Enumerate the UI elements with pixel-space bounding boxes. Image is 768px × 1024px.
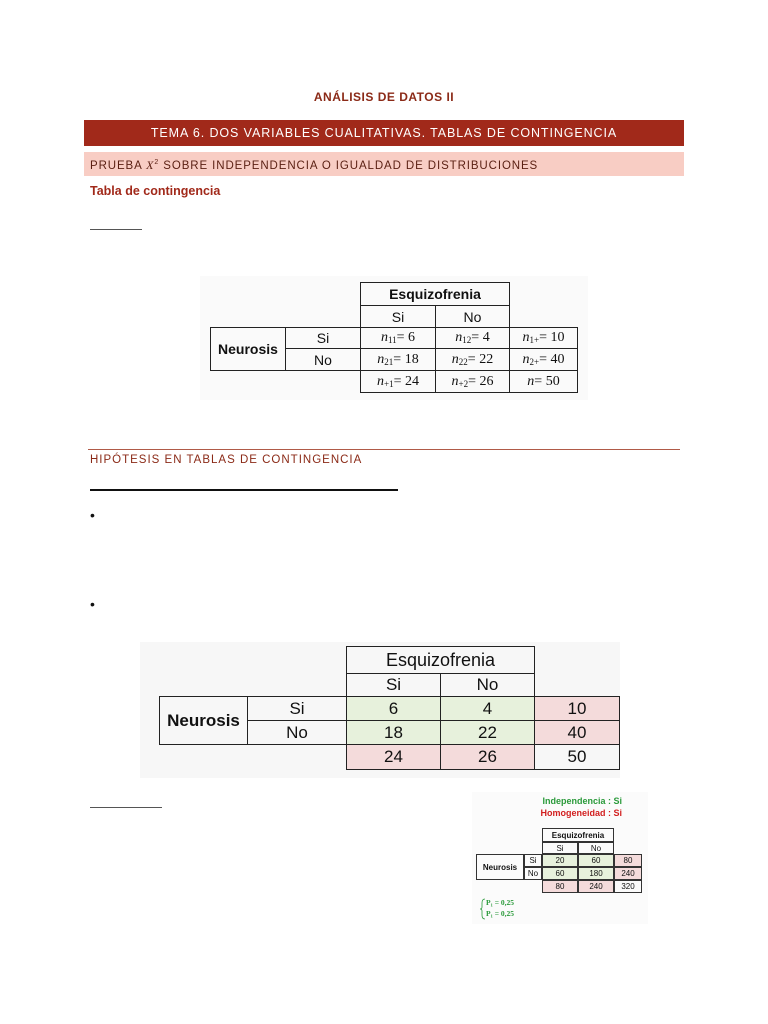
- cell-r2-c1: 18: [346, 720, 441, 745]
- chi-symbol: X: [146, 157, 155, 172]
- col-label-si: Si: [346, 673, 441, 697]
- document-title: ANÁLISIS DE DATOS II: [313, 90, 455, 104]
- example-table-image: [472, 792, 648, 924]
- row-label-no: No: [524, 867, 542, 880]
- cell-r2-c2: 180: [578, 867, 614, 880]
- cell-r2-c1: 60: [542, 867, 578, 880]
- cell-r2-total: 40: [534, 720, 620, 745]
- cell-total-c1: 80: [542, 880, 578, 893]
- formula-p1-a: P₁ = 0,25: [486, 898, 514, 907]
- bullet-2: •: [90, 596, 95, 612]
- col-header-esquizofrenia: Esquizofrenia: [346, 646, 535, 674]
- cell-r2-total: 240: [614, 867, 642, 880]
- section-heading-tabla: Tabla de contingencia: [90, 184, 221, 198]
- section-divider: [88, 449, 680, 450]
- row-label-si: Si: [524, 854, 542, 867]
- row-label-si: Si: [285, 327, 361, 349]
- cell-n2-plus: n $_{2+}$ = 40: [509, 348, 578, 371]
- cell-r1-c2: 60: [578, 854, 614, 867]
- independencia-label: Independencia : Si: [542, 796, 622, 806]
- col-header-esquizofrenia: Esquizofrenia: [360, 282, 510, 306]
- cell-n-plus2: n $_{+2}$ = 26: [435, 370, 510, 393]
- cell-r1-total: 10: [534, 696, 620, 721]
- cell-n11: n $_{11}$ = 6: [360, 327, 436, 349]
- row-label-si: Si: [247, 696, 347, 721]
- cell-n12: n $_{12}$ = 4: [435, 327, 510, 349]
- cell-n21: n $_{21}$ = 18: [360, 348, 436, 371]
- cell-grand-total: 320: [614, 880, 642, 893]
- col-label-si: Si: [542, 842, 578, 854]
- bullet-1: •: [90, 507, 95, 523]
- formula-p1-b: P₁ = 0,25: [486, 909, 514, 918]
- subtopic-banner: [84, 152, 684, 176]
- col-label-no: No: [578, 842, 614, 854]
- chi-exponent: 2: [154, 159, 160, 166]
- cell-n1-plus: n $_{1+}$ = 10: [509, 327, 578, 349]
- heading-underline: [90, 489, 398, 491]
- cell-total-c1: 24: [346, 744, 441, 770]
- cell-r1-c1: 20: [542, 854, 578, 867]
- cell-total-c2: 26: [440, 744, 535, 770]
- contingency-table-notation: [200, 276, 588, 400]
- contingency-table-colored: [140, 642, 620, 778]
- cell-r1-c1: 6: [346, 696, 441, 721]
- col-label-no: No: [440, 673, 535, 697]
- cell-r1-c2: 4: [440, 696, 535, 721]
- short-divider: [90, 807, 162, 808]
- subtopic-suffix: SOBRE INDEPENDENCIA O IGUALDAD DE DISTRIBUCIONES: [159, 159, 539, 172]
- col-label-si: Si: [360, 305, 436, 328]
- col-label-no: No: [435, 305, 510, 328]
- brace-icon: [480, 898, 486, 920]
- row-label-no: No: [247, 720, 347, 745]
- cell-n22: n $_{22}$ = 22: [435, 348, 510, 371]
- topic-banner: TEMA 6. DOS VARIABLES CUALITATIVAS. TABLAS DE CONTINGENCIA: [84, 120, 684, 146]
- row-label-no: No: [285, 348, 361, 371]
- subtopic-prefix: PRUEBA: [90, 159, 147, 172]
- cell-grand-total: 50: [534, 744, 620, 770]
- col-header-esquizofrenia: Esquizofrenia: [542, 828, 614, 842]
- section-heading-hipotesis: HIPÓTESIS EN TABLAS DE CONTINGENCIA: [90, 454, 363, 466]
- homogeneidad-label: Homogeneidad : Si: [540, 808, 622, 818]
- row-header-neurosis: Neurosis: [210, 327, 286, 371]
- cell-n-total: n = 50: [509, 370, 578, 393]
- short-divider: [90, 229, 142, 230]
- cell-total-c2: 240: [578, 880, 614, 893]
- row-header-neurosis: Neurosis: [159, 696, 248, 745]
- cell-r1-total: 80: [614, 854, 642, 867]
- cell-n-plus1: n $_{+1}$ = 24: [360, 370, 436, 393]
- row-header-neurosis: Neurosis: [476, 854, 524, 880]
- cell-r2-c2: 22: [440, 720, 535, 745]
